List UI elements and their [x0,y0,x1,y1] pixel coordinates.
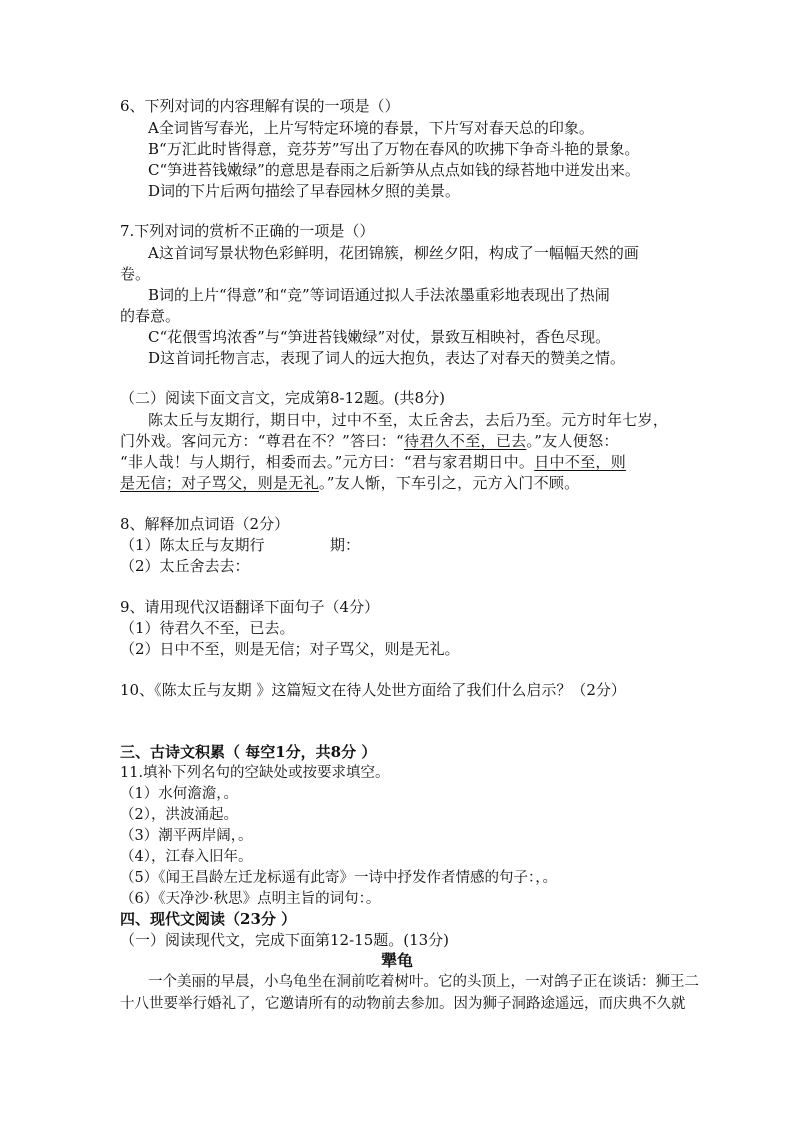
q9-item-1: （1）待君久不至，已去。 [120,619,295,637]
q6-option-a: A全词皆写春光，上片写特定环境的春景，下片写对春天总的印象。 [148,119,594,137]
part2-heading: （二）阅读下面文言文，完成第8-12题。(共8分) [120,389,445,407]
passage-underlined-sentence-2b: 是无信；对子骂父，则是无礼 [120,474,319,492]
q6-option-d: D词的下片后两句描绘了早春园林夕照的美景。 [148,182,461,200]
q6-option-c: C“笋进苔钱嫩绿”的意思是春雨之后新笋从点点如钱的绿苔地中迸发出来。 [148,161,640,179]
passage-underlined-sentence-2a: 日中不至，则 [534,453,627,471]
passage-underlined-sentence-1: 待君久不至，已去 [404,432,527,450]
q9-item-2: （2）日中不至，则是无信；对子骂父，则是无礼。 [120,640,460,658]
q11-stem: 11.填补下列名句的空缺处或按要求填空。 [120,765,390,781]
q6-option-b: B“万汇此时皆得意，竞芬芳”写出了万物在春风的吹拂下争奇斗艳的景象。 [148,140,640,158]
part3-heading: 三、古诗文积累（ 每空1分，共8分 ） [120,743,377,761]
passage-line-2-end: 。”友人便怒： [526,432,619,450]
q11-item-5: （5）《闻王昌龄左迁龙标遥有此寄》一诗中抒发作者情感的句子：，。 [120,870,557,886]
passage-line-3 [120,452,626,472]
passage-line-2 [120,431,619,451]
q11-item-2: （2），洪波涌起。 [120,807,238,823]
q7-option-c: C“花偎雪坞浓香”与“笋进苔钱嫩绿”对仗，景致互相映衬，香色尽现。 [148,328,611,346]
q11-item-4: （4），江春入旧年。 [120,849,253,865]
story-line-1: 一个美丽的早晨，小乌龟坐在洞前吃着树叶。它的头顶上，一对鸽子正在谈话：狮王二 [148,974,699,990]
q7-option-b-line2: 的春意。 [120,307,181,325]
passage-line-4-end: 。”友人惭，下车引之，元方入门不顾。 [318,474,580,492]
passage-line-4 [120,473,579,493]
q11-item-3: （3）潮平两岸阔，。 [120,828,253,844]
q9-stem: 9、请用现代汉语翻译下面句子（4分） [120,598,380,616]
q8-item-1: （1）陈太丘与友期行 [120,536,265,554]
q11-item-1: （1）水何澹澹，。 [120,786,238,802]
q11-item-6: （6）《天净沙·秋思》点明主旨的词句：。 [120,891,381,907]
story-line-2: 十八世要举行婚礼了，它邀请所有的动物前去参加。因为狮子洞路途遥远，而庆典不久就 [120,996,686,1012]
q8-item-1-word: 期： [330,536,361,554]
q7-option-a-line2: 卷。 [120,265,151,283]
q7-option-b-line1: B词的上片“得意”和“竞”等词语通过拟人手法浓墨重彩地表现出了热闹 [148,286,610,304]
passage-line-3-text: “非人哉！与人期行，相委而去。”元方曰：“君与家君期日中。 [120,453,535,471]
q7-option-d: D这首词托物言志，表现了词人的远大抱负，表达了对春天的赞美之情。 [148,349,626,367]
passage-line-1: 陈太丘与友期行，期日中，过中不至，太丘舍去，去后乃至。元方时年七岁， [148,411,669,429]
q7-option-a-line1: A这首词写景状物色彩鲜明，花团锦簇，柳丝夕阳，构成了一幅幅天然的画 [148,244,639,262]
q10-stem: 10、《陈太丘与友期 》这篇短文在待人处世方面给了我们什么启示？（2分） [120,681,626,699]
q8-stem: 8、解释加点词语（2分） [120,515,290,533]
part4-subheading: （一）阅读现代文，完成下面第12-15题。(13分) [120,931,450,949]
story-title: 犟龟 [380,951,413,970]
q7-stem: 7.下列对词的赏析不正确的一项是（） [120,222,375,240]
part4-heading: 四、现代文阅读（23分 ） [120,910,297,928]
q6-stem: 6、下列对词的内容理解有误的一项是（） [120,97,400,115]
passage-line-2-text: 门外戏。客问元方：“尊君在不？”答曰：“ [120,432,405,450]
q8-item-2: （2）太丘舍去去： [120,557,250,575]
